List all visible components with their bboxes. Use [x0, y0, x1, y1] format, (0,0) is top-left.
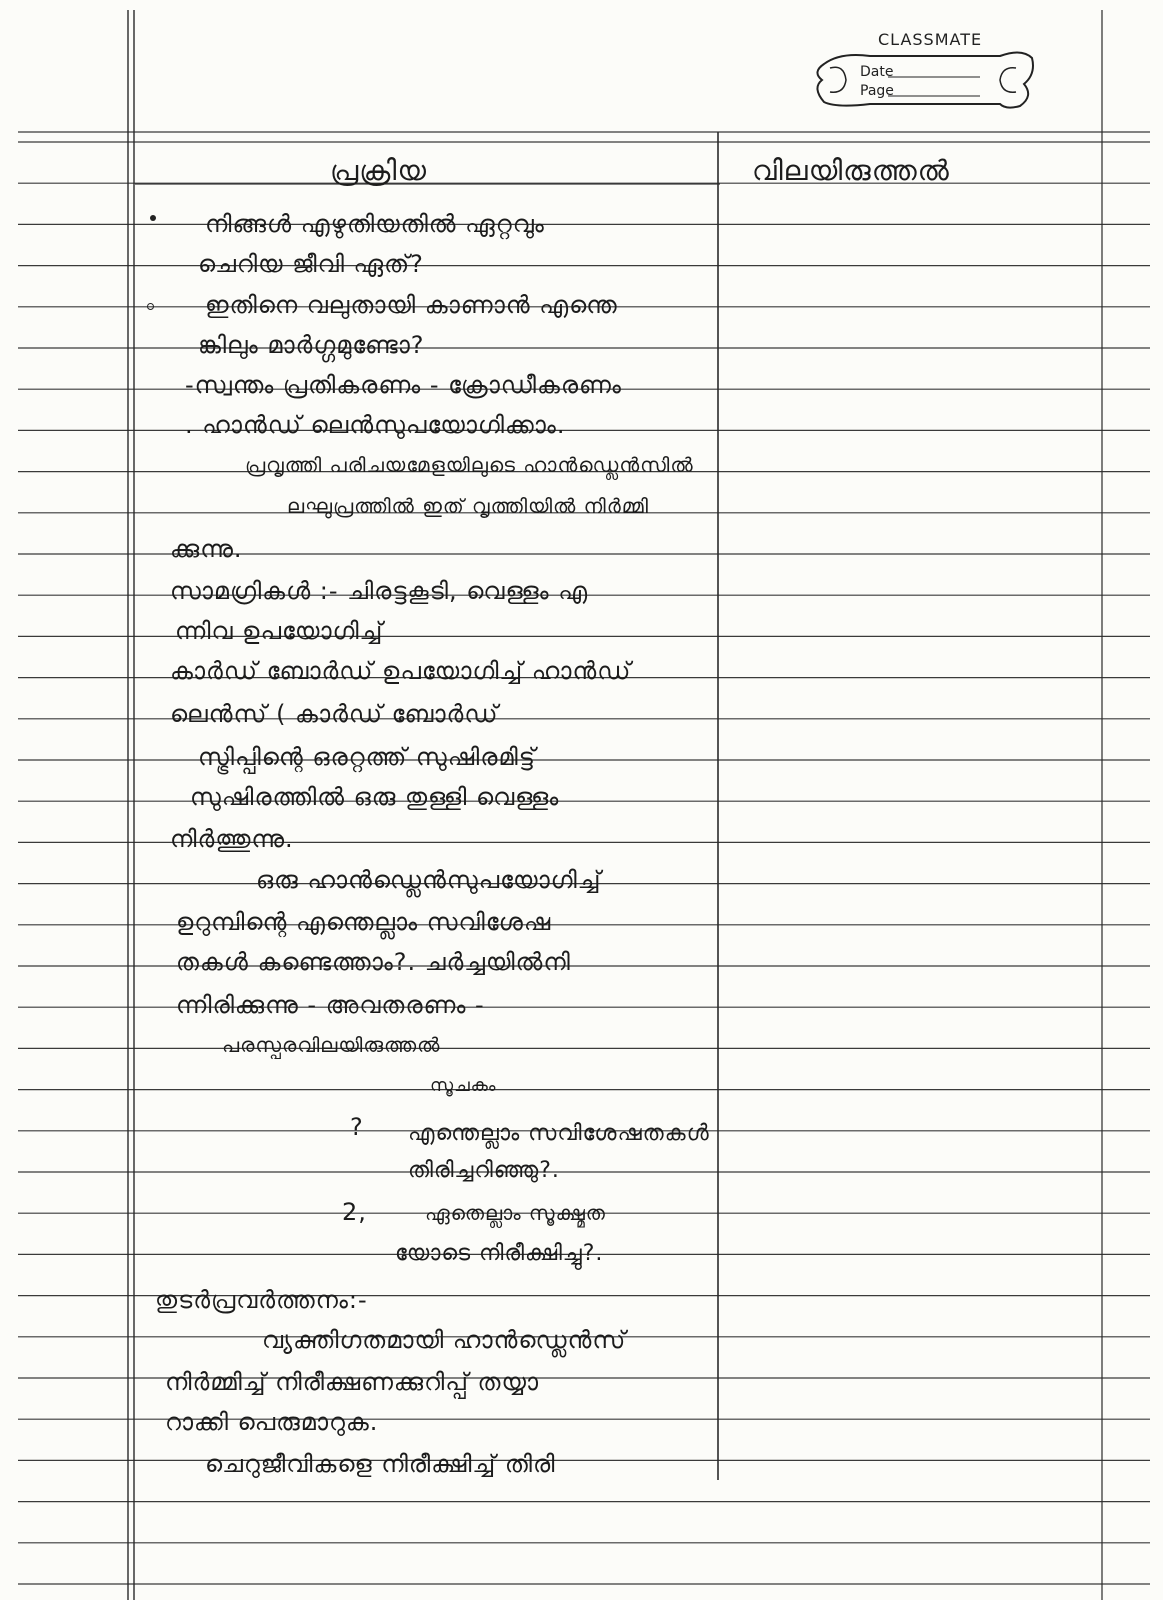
text-line: . ഹാൻഡ് ലെൻസുപയോഗിക്കാം. — [185, 411, 566, 439]
text-line: ? — [350, 1113, 364, 1141]
text-line: ചെറുജീവികളെ നിരീക്ഷിച്ച് തിരി — [205, 1450, 556, 1478]
bullet-marker — [150, 215, 156, 221]
text-line: -സ്വന്തം പ്രതികരണം - ക്രോഡീകരണം — [185, 371, 622, 399]
text-line: തുടർപ്രവർത്തനം:- — [155, 1286, 368, 1314]
text-line: നിർത്തുന്നു. — [170, 825, 294, 853]
text-line: സാമഗ്രികൾ :- ചിരട്ടകൂടി, വെള്ളം എ — [170, 577, 589, 605]
column-heading-evaluation: വിലയിരുത്തൽ — [752, 154, 950, 187]
text-line: 2, — [342, 1198, 367, 1226]
text-line: ന്നിരിക്കുന്നു - അവതരണം - — [176, 991, 485, 1019]
text-line: വ്യക്തിഗതമായി ഹാൻഡ്ലെൻസ് — [262, 1326, 627, 1354]
brand-name: CLASSMATE — [878, 30, 983, 49]
text-line: സ്ട്രിപ്പിന്റെ ഒരറ്റത്ത് സുഷിരമിട്ട് — [198, 743, 536, 771]
column-heading-process: പ്രക്രിയ — [330, 154, 427, 187]
text-line: തിരിച്ചറിഞ്ഞു?. — [408, 1158, 560, 1183]
text-line: പ്രവൃത്തി പരിചയമേളയിലുടെ ഹാൻഡ്ലെൻസിൽ — [245, 453, 694, 477]
text-line: പരസ്പരവിലയിരുത്തൽ — [222, 1033, 441, 1057]
text-line: സൂചകം — [430, 1075, 497, 1096]
text-line: ഏതെല്ലാം സൂക്ഷ്മത — [425, 1201, 606, 1225]
text-line: ക്കുന്നു. — [170, 535, 243, 563]
text-line: ന്നിവ ഉപയോഗിച്ച് — [175, 617, 384, 645]
text-line: റാക്കി പെരുമാറുക. — [165, 1408, 379, 1436]
text-line: തകൾ കണ്ടെത്താം?. ചർച്ചയിൽനി — [176, 948, 571, 976]
text-line: എന്തെല്ലാം സവിശേഷതകൾ — [408, 1121, 710, 1146]
text-line: ഉറുമ്പിന്റെ എന്തെല്ലാം സവിശേഷ — [176, 908, 552, 936]
text-line: ചെറിയ ജീവി ഏത്? — [198, 250, 424, 278]
text-line: നിങ്ങൾ എഴുതിയതിൽ ഏറ്റവും — [205, 210, 545, 238]
text-line: കാർഡ് ബോർഡ് ഉപയോഗിച്ച് ഹാൻഡ് — [170, 657, 632, 685]
text-line: ലഘുപ്രത്തിൽ ഇത് വൃത്തിയിൽ നിർമ്മി — [287, 494, 649, 518]
text-line: നിർമ്മിച്ച് നിരീക്ഷണക്കുറിപ്പ് തയ്യാ — [165, 1368, 540, 1396]
text-line: ഇതിനെ വലുതായി കാണാൻ എന്തെ — [205, 291, 618, 319]
page-label: Page — [860, 83, 894, 99]
text-line: യോടെ നിരീക്ഷിച്ചു?. — [395, 1241, 604, 1266]
date-label: Date — [860, 64, 894, 80]
text-line: ഒരു ഹാൻഡ്ലെൻസുപയോഗിച്ച് — [256, 866, 602, 894]
text-line: ലെൻസ് ( കാർഡ് ബോർഡ് — [170, 700, 499, 728]
text-line: സുഷിരത്തിൽ ഒരു തുള്ളി വെള്ളം — [190, 783, 560, 811]
text-line: ങ്കിലും മാർഗ്ഗമുണ്ടോ? — [198, 331, 425, 359]
brand-banner-shape — [810, 44, 1036, 116]
bullet-marker — [147, 303, 154, 310]
